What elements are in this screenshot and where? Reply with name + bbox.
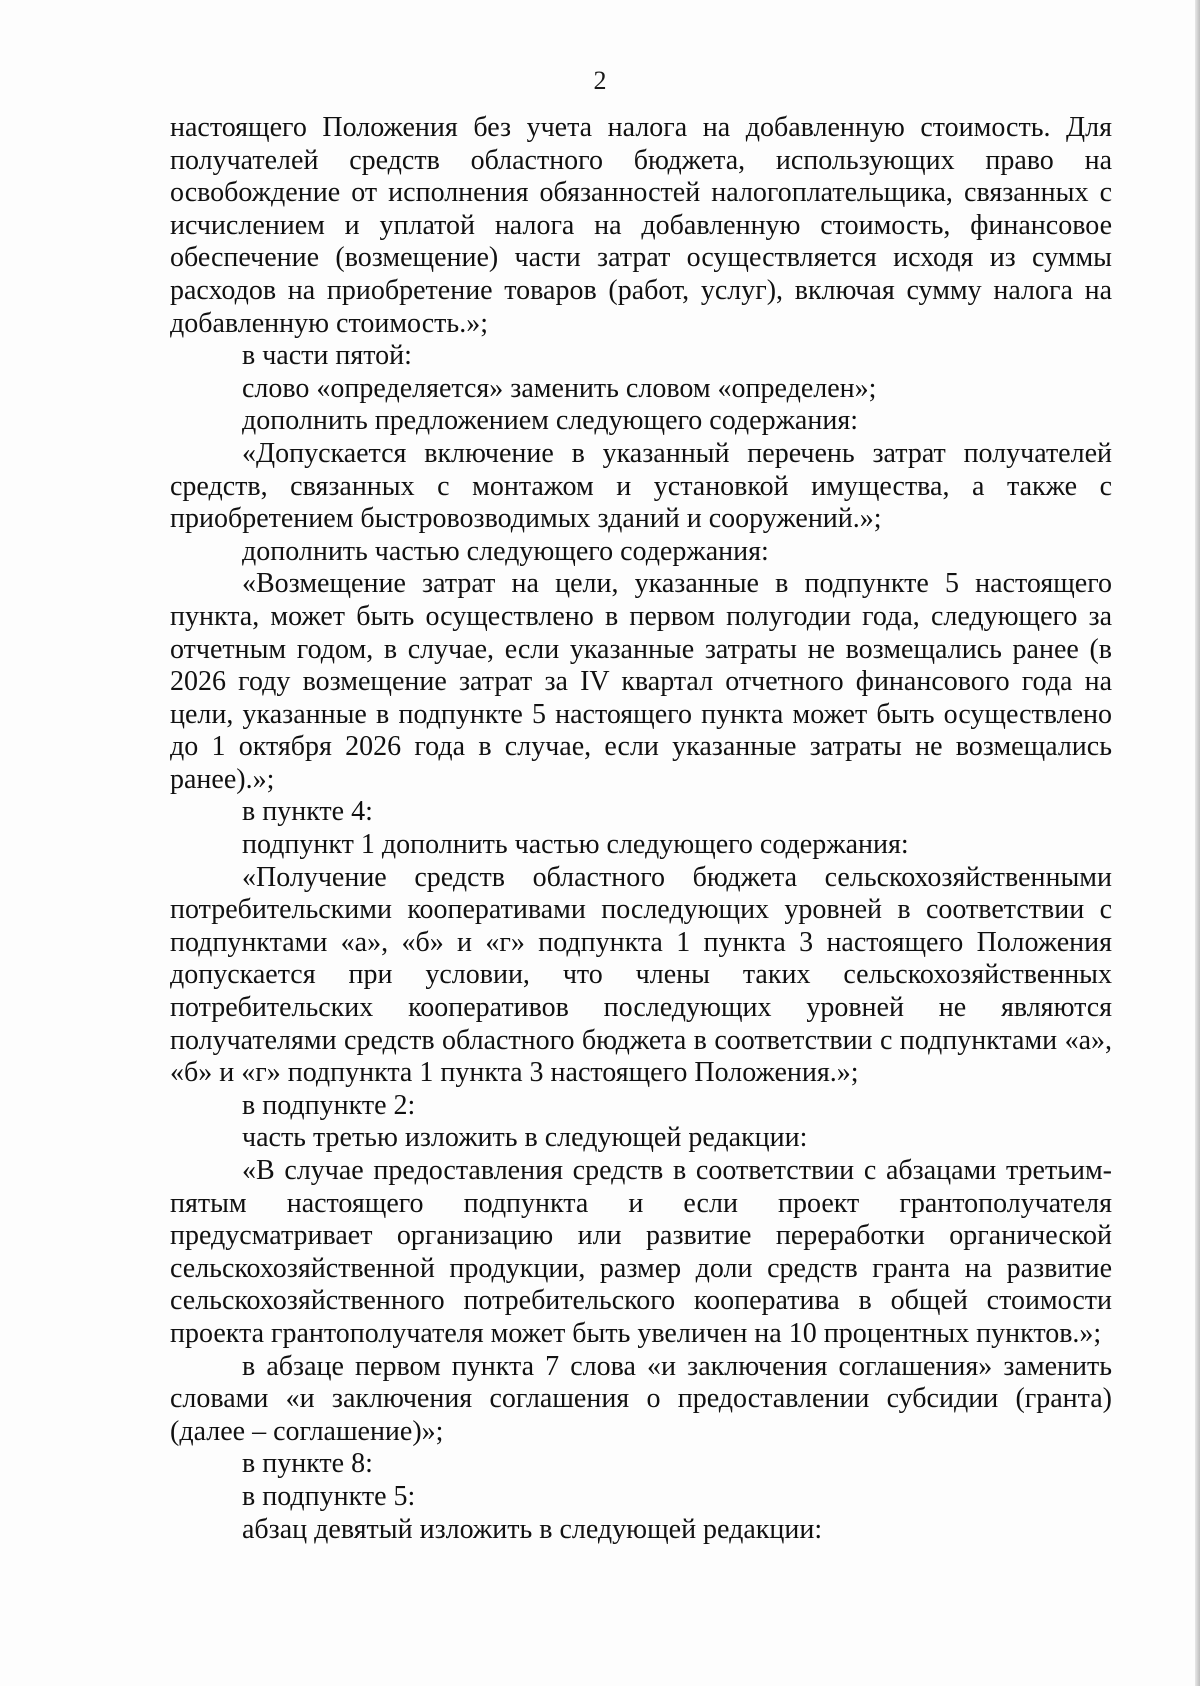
paragraph-quote-reimbursement: «Возмещение затрат на цели, указанные в подпункте 5 настоящего пункта, может быть осуществлено в первом полугодии года, следующего за отчетным годом, в случае, если указанные затраты не возмещались ранее (в 2026 году возмещение затрат за IV квартал отчетного финансового года на цели, указанные в подпункте 5 настоящего пункта может быть осуществлено до 1 октября 2026 года в случае, если указанные затраты не возмещались ранее).»; bbox=[170, 568, 1112, 795]
paragraph-part-five: в части пятой: bbox=[242, 340, 412, 372]
document-body bbox=[170, 112, 1112, 1546]
paragraph-point-4: в пункте 4: bbox=[242, 796, 373, 828]
paragraph-quote-grant: «В случае предоставления средств в соответствии с абзацами третьим-пятым настоящего подпункта и если проект грантополучателя предусматривает организацию или развитие переработки органической сельскохозяйственной продукции, размер доли средств гранта на развитие сельскохозяйственного потребительского кооператива в общей стоимости проекта грантополучателя может быть увеличен на 10 процентных пунктов.»; bbox=[170, 1155, 1112, 1349]
paragraph-subpoint-2: в подпункте 2: bbox=[242, 1089, 416, 1121]
paragraph-subpoint-1: подпункт 1 дополнить частью следующего содержания: bbox=[242, 829, 909, 861]
paragraph-ninth-abzac: абзац девятый изложить в следующей редакции: bbox=[242, 1513, 823, 1545]
paragraph-point-8: в пункте 8: bbox=[242, 1448, 373, 1480]
paragraph-word-replace: слово «определяется» заменить словом «определен»; bbox=[242, 372, 877, 404]
page-edge-shadow bbox=[1195, 0, 1200, 1686]
paragraph-add-sentence: дополнить предложением следующего содержания: bbox=[242, 405, 858, 437]
paragraph-quote-cooperatives: «Получение средств областного бюджета сельскохозяйственными потребительскими кооперативами последующих уровней в соответствии с подпунктами «а», «б» и «г» подпункта 1 пункта 3 настоящего Положения допускается при условии, что члены таких сельскохозяйственных потребительских кооперативов последующих уровней не являются получателями средств областного бюджета в соответствии с подпунктами «а», «б» и «г» подпункта 1 пункта 3 настоящего Положения.»; bbox=[170, 861, 1112, 1089]
paragraph-subpoint-5: в подпункте 5: bbox=[242, 1480, 416, 1512]
paragraph-point-7: в абзаце первом пункта 7 слова «и заключения соглашения» заменить словами «и заключения соглашения о предоставлении субсидии (гранта) (далее – соглашение)»; bbox=[170, 1350, 1112, 1447]
paragraph-part-three: часть третью изложить в следующей редакции: bbox=[242, 1122, 808, 1154]
paragraph-quote-costs: «Допускается включение в указанный перечень затрат получателей средств, связанных с монтажом и установкой имущества, а также с приобретением быстровозводимых зданий и сооружений.»; bbox=[170, 437, 1112, 535]
paragraph-continuation: настоящего Положения без учета налога на добавленную стоимость. Для получателей средств областного бюджета, использующих право на освобождение от исполнения обязанностей налогоплательщика, связанных с исчислением и уплатой налога на добавленную стоимость, финансовое обеспечение (возмещение) части затрат осуществляется исходя из суммы расходов на приобретение товаров (работ, услуг), включая сумму налога на добавленную стоимость.»; bbox=[170, 112, 1112, 339]
page-number: 2 bbox=[593, 66, 607, 95]
paragraph-add-part: дополнить частью следующего содержания: bbox=[242, 535, 769, 567]
